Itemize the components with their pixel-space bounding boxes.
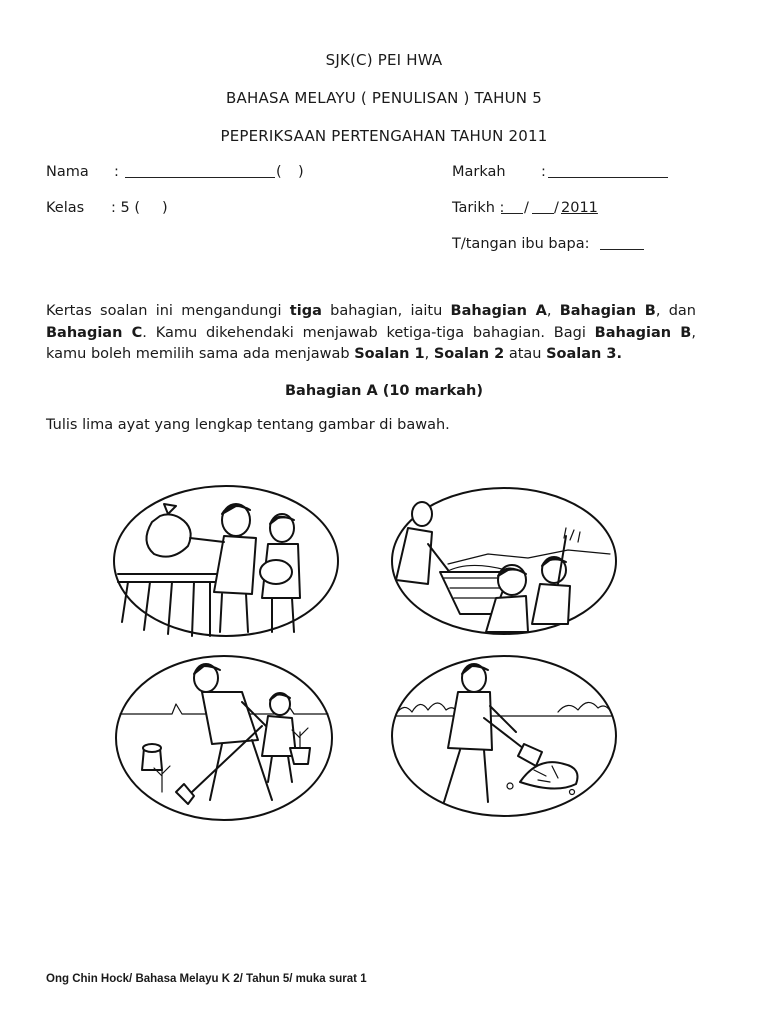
picture-4 [388,652,620,820]
picture-2 [388,484,620,638]
tarikh-label: Tarikh : [452,200,505,216]
tarikh-day-field[interactable] [501,200,523,218]
kelas-label: Kelas [46,200,85,216]
markah-label: Markah [452,164,506,180]
tarikh-sep-2: / [554,200,559,216]
tarikh-year: 2011 [561,200,598,216]
task-instruction: Tulis lima ayat yang lengkap tentang gambar di bawah. [46,417,450,433]
instructions-paragraph: Kertas soalan ini mengandungi tiga bahagian, iaitu Bahagian A, Bahagian B, dan Bahagian C. Kamu dikehendaki menjawab ketiga-tiga bahagian. Bagi Bahagian B, kamu boleh memilih sama ada menjawab Soalan 1, Soalan 2 atau Soalan 3. [46,303,696,362]
markah-field[interactable] [548,164,668,182]
markah-colon: : [541,164,546,180]
nama-label: Nama [46,164,89,180]
picture-1 [110,482,342,640]
exam-title: PEPERIKSAAN PERTENGAHAN TAHUN 2011 [220,127,548,145]
nama-number-close: ) [298,164,304,180]
subject-title: BAHASA MELAYU ( PENULISAN ) TAHUN 5 [226,89,542,107]
parent-signature-field[interactable] [600,236,644,254]
nama-field[interactable] [125,164,275,182]
nama-number-open: ( [276,164,282,180]
school-name: SJK(C) PEI HWA [325,51,443,69]
kelas-value[interactable]: : 5 ( [111,200,140,216]
page-footer: Ong Chin Hock/ Bahasa Melayu K 2/ Tahun 5/ muka surat 1 [46,973,367,985]
nama-colon: : [114,164,119,180]
tarikh-month-field[interactable] [532,200,554,218]
section-heading: Bahagian A (10 markah) [285,383,483,399]
picture-3 [112,652,336,824]
tarikh-sep-1: / [524,200,529,216]
kelas-close: ) [162,200,168,216]
parent-signature-label: T/tangan ibu bapa: [452,236,590,252]
